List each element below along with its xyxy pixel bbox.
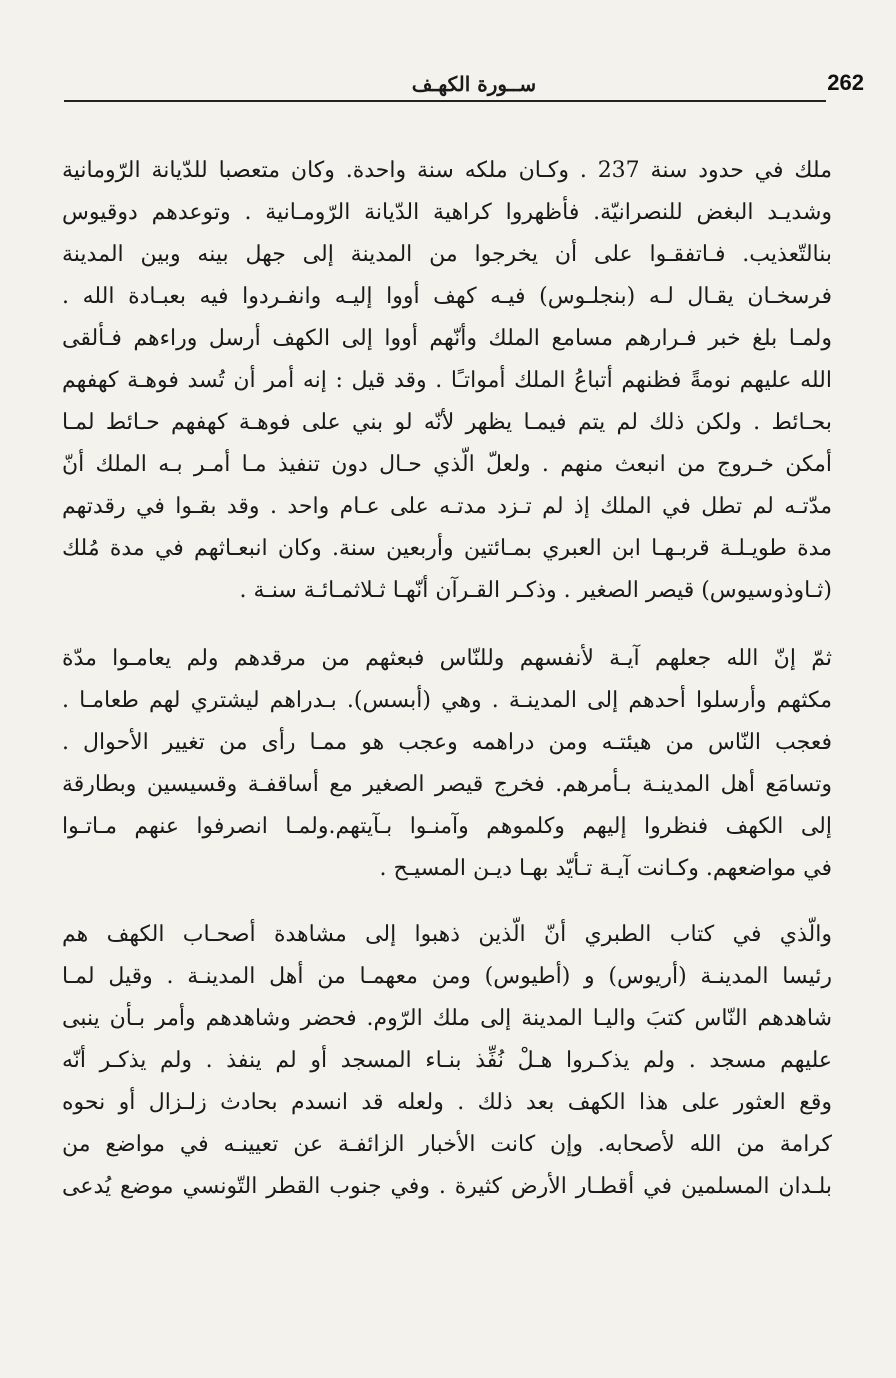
paragraph-2 [62,638,832,890]
text-line: رئيسا المدينـة (أريوس) و (أطيوس) ومن معهمـا من أهل المدينـة . وقيل لمـا [62,964,832,989]
text-line: ثمّ إنّ الله جعلهم آيـة لأنفسهم وللنّاس فبعثهم من مرقدهم ولم يعامـوا مدّة [62,646,832,671]
text-line: وتسامَع أهل المدينـة بـأمرهم. فخرج قيصر الصغير مع أساقفـة وقسيسين وبطارقة [62,772,832,797]
header-rule [64,100,826,102]
paragraph-spacer [62,890,832,914]
text-line: فرسخـان يقـال لـه (بنجلـوس) فيـه كهف أووا إليـه وانفـردوا فيه بعبـادة الله . [62,284,832,309]
text-line: ملك في حدود سنة 237 . وكـان ملكه سنة واحدة. وكان متعصبا للدّيانة الرّومانية [62,158,832,183]
text-line: وشديـد البغض للنصرانيّة. فأظهروا كراهية الدّيانة الرّومـانية . وتوعدهم دوقيوس [62,200,832,225]
running-title: ســورة الكهـف [411,72,537,96]
paragraph-3 [62,914,832,1208]
text-line: بنالتّعذيب. فـاتفقـوا على أن يخرجوا من المدينة إلى جهل بينه وبين المدينة [62,242,832,267]
text-line: فعجب النّاس من هيئتـه ومن دراهمه وعجب هو ممـا رأى من تغيير الأحوال . [62,730,832,755]
text-line: بحـائط . ولكن ذلك لم يتم فيمـا يظهر لأنّه لو بني على فوهـة كهفهم حـائط لمـا [62,410,832,435]
text-line: شاهدهم النّاس كتبَ واليـا المدينة إلى ملك الرّوم. فحضر وشاهدهم وأمر بـأن ينبى [62,1006,832,1031]
text-line: مكثهم وأرسلوا أحدهم إلى المدينـة . وهي (أبسس). بـدراهم ليشتري لهم طعامـا . [62,688,832,713]
text-line: ولمـا بلغ خبر فـرارهم مسامع الملك وأنّهم أووا إلى الكهف أرسل وراءهم فـألقى [62,326,832,351]
text-line: (ثـاوذوسيوس) قيصر الصغير . وذكـر القـرآن أنّهـا ثـلاثمـائـة سنـة . [239,578,832,603]
text-line: إلى الكهف فنظروا إليهم وكلموهم وآمنـوا بـآيتهم.ولمـا انصرفوا عنهم مـاتـوا [62,814,832,839]
text-line: بلـدان المسلمين في أقطـار الأرض كثيرة . وفي جنوب القطر التّونسي موضع يُدعى [62,1174,832,1199]
text-line: أمكن خـروج من انبعث منهم . ولعلّ الّذي حـال دون تنفيذ مـا أمـر بـه الملك أنّ [62,452,832,477]
text-line: في مواضعهم. وكـانت آيـة تـأيّد بهـا ديـن المسيـح . [379,856,832,881]
body-text [62,150,832,1208]
page-number: 262 [827,70,864,95]
text-line: الله عليهم نومةً فظنهم أتباعُ الملك أمواتـًا . وقد قيل : إنه أمر أن تُسد فوهـة كهفهم [62,368,832,393]
page-header [64,66,864,102]
text-line: كرامة من الله لأصحابه. وإن كانت الأخبار الزائفـة عن تعيينـه في مواضع من [62,1132,832,1157]
text-line: مدّتـه لم تطل في الملك إذ لم تـزد مدتـه على عـام واحد . وقد بقـوا في رقدتهم [62,494,832,519]
paragraph-1 [62,150,832,612]
text-line: وقع العثور على هذا الكهف بعد ذلك . ولعله قد انسدم بحادث زلـزال أو نحوه [62,1090,832,1115]
paragraph-spacer [62,612,832,638]
text-line: والّذي في كتاب الطبري أنّ الّذين ذهبوا إلى مشاهدة أصحـاب الكهف هم [62,922,832,947]
text-line: مدة طويـلـة قربـهـا ابن العبري بمـائتين وأربعين سنة. وكان انبعـاثهم في مدة مُلك [62,536,832,561]
text-line: عليهم مسجد . ولم يذكـروا هـلْ نُفِّذ بنـاء المسجد أو لم ينفذ . ولم يذكـر أنّه [62,1048,832,1073]
